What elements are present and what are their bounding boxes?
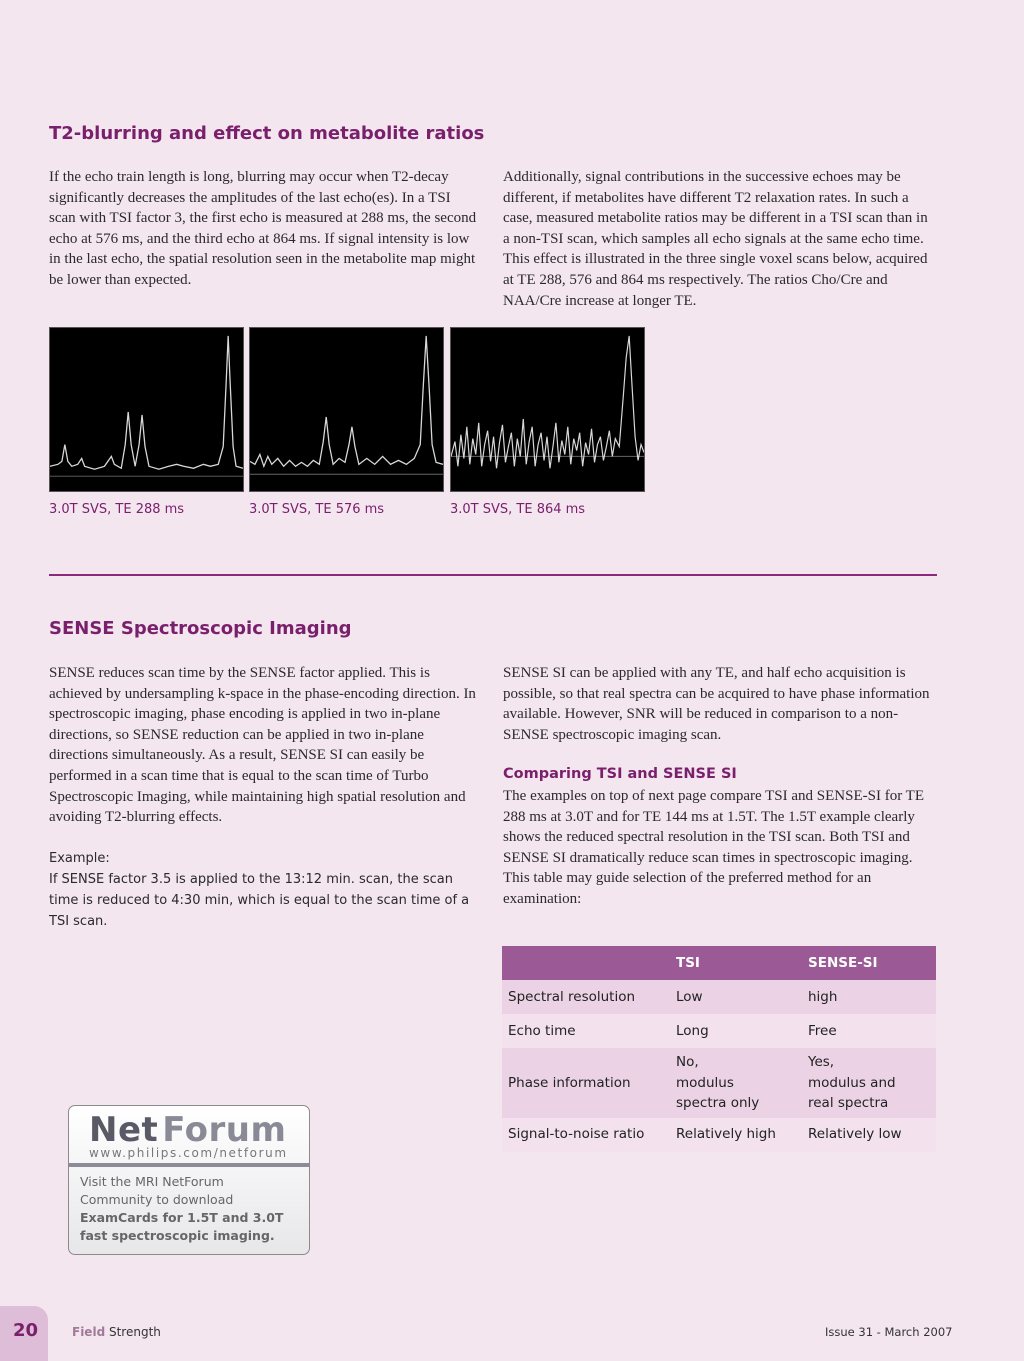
table-row: [502, 1118, 936, 1152]
netforum-text-plain: Visit the MRI NetForum Community to download: [80, 1174, 234, 1207]
table-cell-label: Echo time: [502, 1014, 670, 1048]
netforum-text-bold: ExamCards for 1.5T and 3.0T fast spectroscopic imaging.: [80, 1210, 284, 1243]
section-heading-sense-si: SENSE Spectroscopic Imaging: [49, 618, 352, 639]
issue-info: Issue 31 - March 2007: [825, 1325, 953, 1339]
table-cell-sense: Yes, modulus and real spectra: [802, 1048, 936, 1118]
netforum-logo: [69, 1106, 309, 1148]
magazine-name: [72, 1325, 161, 1339]
sense-column-1: SENSE reduces scan time by the SENSE factor applied. This is achieved by undersampling k-space in the phase-encoding direction. In spectroscopic imaging, phase encoding is applied in two in-plane directions, so SENSE reduction can be applied in two in-plane directions simultaneously. As a result, SENSE SI can easily be performed in a scan time that is equal to the scan time of Turbo Spectroscopic Imaging, while maintaining high spatial resolution and avoiding T2-blurring effects.: [49, 665, 476, 826]
table-header-cell: [502, 946, 670, 980]
table-cell-label: Signal-to-noise ratio: [502, 1118, 670, 1152]
table-cell-tsi: Low: [670, 980, 802, 1014]
table-row: [502, 1048, 936, 1118]
table-cell-label: Spectral resolution: [502, 980, 670, 1014]
netforum-url[interactable]: www.philips.com/netforum: [89, 1146, 288, 1160]
caption-te-864: 3.0T SVS, TE 864 ms: [450, 502, 586, 517]
table-header-row: [502, 946, 936, 980]
table-row: [502, 1014, 936, 1048]
netforum-text: [69, 1167, 309, 1245]
table-header-sense-si: SENSE-SI: [802, 946, 936, 980]
table-cell-sense: Relatively low: [802, 1118, 936, 1152]
table-cell-tsi: No, modulus spectra only: [670, 1048, 802, 1118]
comparing-text: The examples on top of next page compare TSI and SENSE-SI for TE 288 ms at 3.0T and for TE 144 ms at 1.5T. The 1.5T example clearly shows the reduced spectral resolution in the TSI scan. Both TSI and SENSE SI dramatically reduce scan times in spectroscopic imaging. This table may guide selection of the preferred method for an examination:: [503, 788, 925, 907]
spectrum-te-576: [249, 327, 444, 492]
netforum-title-net: Net: [89, 1110, 159, 1150]
table-header-tsi: TSI: [670, 946, 802, 980]
magazine-name-strength: Strength: [108, 1325, 161, 1339]
table-row: [502, 980, 936, 1014]
section-heading-t2-blurring: T2-blurring and effect on metabolite ratios: [49, 123, 485, 144]
t2-column-2: Additionally, signal contributions in the successive echoes may be different, if metabolites have different T2 relaxation rates. In such a case, measured metabolite ratios may be different in a TSI scan than in a non-TSI scan, which samples all echo signals at the same echo time. This effect is illustrated in the three single voxel scans below, acquired at TE 288, 576 and 864 ms respectively. The ratios Cho/Cre and NAA/Cre increase at longer TE.: [503, 169, 928, 309]
table-cell-sense: high: [802, 980, 936, 1014]
sense-column-2: SENSE SI can be applied with any TE, and half echo acquisition is possible, so that real spectra can be acquired to have phase information available. However, SNR will be reduced in comparison to a non-SENSE spectroscopic imaging scan.: [503, 665, 930, 743]
comparison-table: [502, 946, 936, 1152]
t2-column-1: If the echo train length is long, blurring may occur when T2-decay significantly decreases the amplitudes of the last echo(es). In a TSI scan with TSI factor 3, the first echo is measured at 288 ms, the second echo at 576 ms, and the third echo at 864 ms. If signal intensity is low in the last echo, the spatial resolution seen in the metabolite map might be lower than expected.: [49, 169, 477, 288]
spectrum-te-864: [450, 327, 645, 492]
subheading-comparing: Comparing TSI and SENSE SI: [503, 766, 737, 782]
page-number: 20: [13, 1320, 39, 1341]
caption-te-576: 3.0T SVS, TE 576 ms: [249, 502, 385, 517]
table-cell-tsi: Relatively high: [670, 1118, 802, 1152]
table-cell-label: Phase information: [502, 1048, 670, 1118]
caption-te-288: 3.0T SVS, TE 288 ms: [49, 502, 185, 517]
netforum-box[interactable]: [68, 1105, 310, 1255]
example-text: If SENSE factor 3.5 is applied to the 13:12 min. scan, the scan time is reduced to 4:30 min, which is equal to the scan time of a TSI scan.: [49, 872, 470, 929]
table-cell-sense: Free: [802, 1014, 936, 1048]
table-cell-tsi: Long: [670, 1014, 802, 1048]
magazine-name-field: Field: [72, 1325, 106, 1339]
spectrum-te-288: [49, 327, 244, 492]
netforum-title-forum: Forum: [162, 1110, 287, 1150]
section-divider: [49, 574, 937, 576]
example-label: Example:: [49, 851, 110, 866]
